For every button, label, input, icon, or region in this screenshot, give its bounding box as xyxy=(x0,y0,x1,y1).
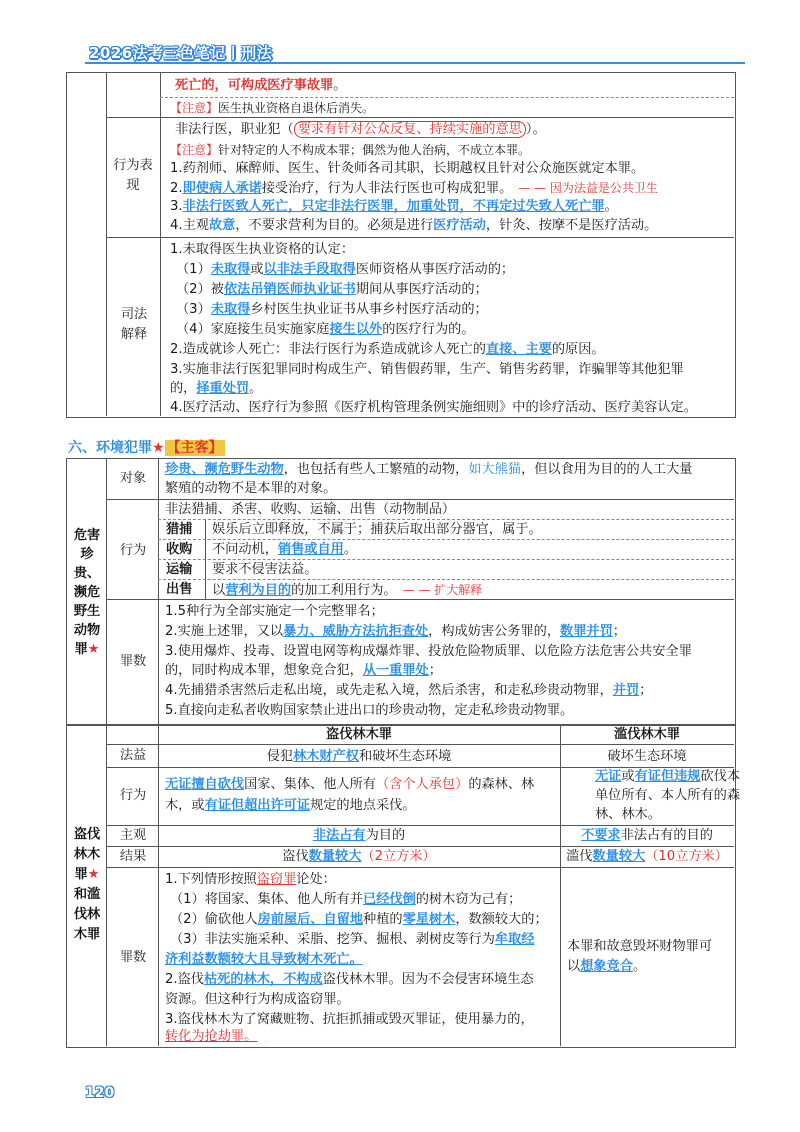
sub-label-transport: 运输 xyxy=(166,562,193,577)
legal-interest-overcut: 破坏生态环境 xyxy=(607,749,687,764)
forestry-counts-5: 济利益数额较大且导致树木死亡。 xyxy=(165,952,363,967)
judicial-line-6: 2.造成就诊人死亡：非法行医行为系造成就诊人死亡的直接、主要的原因。 xyxy=(170,342,605,357)
behavior-line-1: 非法行医，职业犯（ 要求有针对公众反复、持续实施的意思 ）。 xyxy=(175,122,546,137)
row-medical-accident: 死亡的，可构成医疗事故罪。 xyxy=(175,78,347,93)
forestry-counts-2: （1）将国家、集体、他人所有并已经伐倒的树木窃为己有； xyxy=(170,892,522,907)
forestry-counts-6: 2.盗伐枯死的林木，不构成盗伐林木罪。因为不会侵害环境生态 xyxy=(165,972,534,987)
forestry-behavior-theft-2: 木，或有证但超出许可证规定的地点采伐。 xyxy=(165,798,416,813)
legal-interest-theft: 侵犯林木财产权和破坏生态环境 xyxy=(266,749,452,764)
crime-name-forestry: 盗伐 林木 罪★ 和滥 伐林 木罪 xyxy=(73,827,101,942)
col-head-overcut: 滥伐林木罪 xyxy=(614,727,680,742)
wildlife-counts-4: 的，同时构成本罪，想象竞合犯，从一重罪处； xyxy=(165,663,442,678)
subjective-theft: 非法占有为目的 xyxy=(312,828,406,843)
forestry-counts-7: 资源。但这种行为构成盗窃罪。 xyxy=(165,992,350,1007)
forestry-behavior-theft-1: 无证擅自砍伐国家、集体、他人所有（含个人承包）的森林、林 xyxy=(165,777,535,792)
section-heading: 六、环境犯罪★ 【主客】 xyxy=(68,440,223,456)
crime-name-wildlife: 危害 珍 贵、 濒危 野生 动物 罪★ xyxy=(73,528,101,657)
sub-label-purchase: 收购 xyxy=(166,542,193,557)
label-counts-wildlife: 罪数 xyxy=(119,654,147,669)
forestry-counts-1: 1.下列情形按照盗窃罪论处： xyxy=(165,872,336,887)
judicial-line-9: 4.医疗活动、医疗行为参照《医疗机构管理条例实施细则》中的诊疗活动、医疗美容认定。 xyxy=(170,400,697,415)
behavior-note: 【注意】针对特定的人不构成本罪；偶然为他人治病，不成立本罪。 xyxy=(170,143,531,157)
behavior-line-5: 3.非法行医致人死亡，只定非法行医罪，加重处罚，不再定过失致人死亡罪。 xyxy=(170,199,618,214)
wildlife-counts-2: 2.实施上述罪，又以暴力、威胁方法抗拒查处，构成妨害公务罪的，数罪并罚； xyxy=(165,624,626,639)
header-title: 2026法考三色笔记丨刑法 xyxy=(89,44,273,62)
forestry-counts-8: 3.盗伐林木为了窝藏赃物、抗拒抓捕或毁灭罪证，使用暴力的， xyxy=(165,1012,534,1027)
label-legal-interest: 法益 xyxy=(119,748,147,763)
judicial-line-8: 的，择重处罚。 xyxy=(170,381,263,396)
forestry-behavior-overcut-3: 林、林木。 xyxy=(595,807,661,822)
object-line-2: 繁殖的动物不是本罪的对象。 xyxy=(165,481,337,496)
sub-value-purchase: 不问动机，销售或自用。 xyxy=(212,542,358,557)
subjective-overcut: 不要求非法占有的目的 xyxy=(581,828,713,843)
label-behavior-forestry: 行为 xyxy=(119,788,147,803)
wildlife-counts-3: 3.使用爆炸、投毒、设置电网等构成爆炸罪、投放危险物质罪、以危险方法危害公共安全罪 xyxy=(165,644,692,659)
wildlife-counts-5: 4.先捕猎杀害然后走私出境，或先走私入境，然后杀害，和走私珍贵动物罪，并罚； xyxy=(165,683,653,698)
forestry-counts-9: 转化为抢劫罪。 xyxy=(165,1029,258,1044)
section-tag: 【主客】 xyxy=(166,440,223,456)
header-rule xyxy=(85,62,745,64)
judicial-line-7: 3.实施非法行医犯罪同时构成生产、销售假药罪，生产、销售劣药罪，诈骗罪等其他犯罪 xyxy=(170,362,684,377)
forestry-behavior-overcut-2: 单位所有、本人所有的森 xyxy=(595,788,741,803)
wildlife-behavior-main: 非法猎捕、杀害、收购、运输、出售（动物制品） xyxy=(165,502,456,517)
col-head-theft: 盗伐林木罪 xyxy=(326,727,392,742)
behavior-line-4: 2.即使病人承诺接受治疗，行为人非法行医也可构成犯罪。 — — 因为法益是公共卫生 xyxy=(170,181,658,196)
sub-label-hunt: 猎捕 xyxy=(166,522,193,537)
wildlife-counts-1: 1.5种行为全部实施定一个完整罪名； xyxy=(165,604,384,619)
forestry-counts-4: （3）非法实施采种、采脂、挖笋、掘根、剥树皮等行为牟取经 xyxy=(170,932,535,947)
label-behavior-wildlife: 行为 xyxy=(119,543,147,558)
behavior-line-3: 1.药剂师、麻醉师、医生、针灸师各司其职，长期越权且针对公众施医就定本罪。 xyxy=(170,161,645,176)
behavior-line-6: 4.主观故意，不要求营利为目的。必须是进行医疗活动，针灸、按摩不是医疗活动。 xyxy=(170,218,658,233)
forestry-behavior-overcut-1: 无证或有证但违规砍伐本 xyxy=(595,769,741,784)
note-retirement: 【注意】医生执业资格自退休后消失。 xyxy=(170,101,375,115)
sub-value-sell: 以营利为目的的加工利用行为。 — — 扩大解释 xyxy=(212,583,483,598)
page-number: 120 xyxy=(85,1085,115,1101)
sub-value-transport: 要求不侵害法益。 xyxy=(212,562,318,577)
forestry-counts-3: （2）偷砍他人房前屋后、自留地种植的零星树木，数额较大的； xyxy=(170,912,548,927)
judicial-line-2: （1）未取得或以非法手段取得医师资格从事医疗活动的； xyxy=(176,262,515,277)
page-header xyxy=(85,40,745,62)
judicial-line-5: （4）家庭接生员实施家庭接生以外的医疗行为的。 xyxy=(176,322,475,337)
label-subjective: 主观 xyxy=(119,828,147,843)
result-theft: 盗伐数量较大（2立方米） xyxy=(282,849,436,864)
judicial-line-1: 1.未取得医生执业资格的认定： xyxy=(170,242,355,257)
sub-label-sell: 出售 xyxy=(166,582,193,597)
label-counts-forestry: 罪数 xyxy=(119,950,147,965)
overcut-counts-1: 本罪和故意毁坏财物罪可 xyxy=(567,939,713,954)
sub-value-hunt: 娱乐后立即释放，不属于；捕获后取出部分器官，属于。 xyxy=(212,522,542,537)
object-line-1: 珍贵、濒危野生动物，也包括有些人工繁殖的动物，如大熊猫，但以食用为目的的人工大量 xyxy=(165,462,693,477)
label-result: 结果 xyxy=(119,849,147,864)
judicial-line-4: （3）未取得乡村医生执业证书从事乡村医疗活动的； xyxy=(176,302,488,317)
result-overcut: 滥伐数量较大（10立方米） xyxy=(566,849,728,864)
label-behavior: 行为表现 xyxy=(113,158,153,193)
label-judicial-interpretation: 司法解释 xyxy=(120,307,148,342)
label-object: 对象 xyxy=(119,471,147,486)
wildlife-counts-6: 5.直接向走私者收购国家禁止进出口的珍贵动物，定走私珍贵动物罪。 xyxy=(165,703,574,718)
overcut-counts-2: 以想象竞合。 xyxy=(567,959,647,974)
judicial-line-3: （2）被依法吊销医师执业证书期间从事医疗活动的； xyxy=(176,282,488,297)
